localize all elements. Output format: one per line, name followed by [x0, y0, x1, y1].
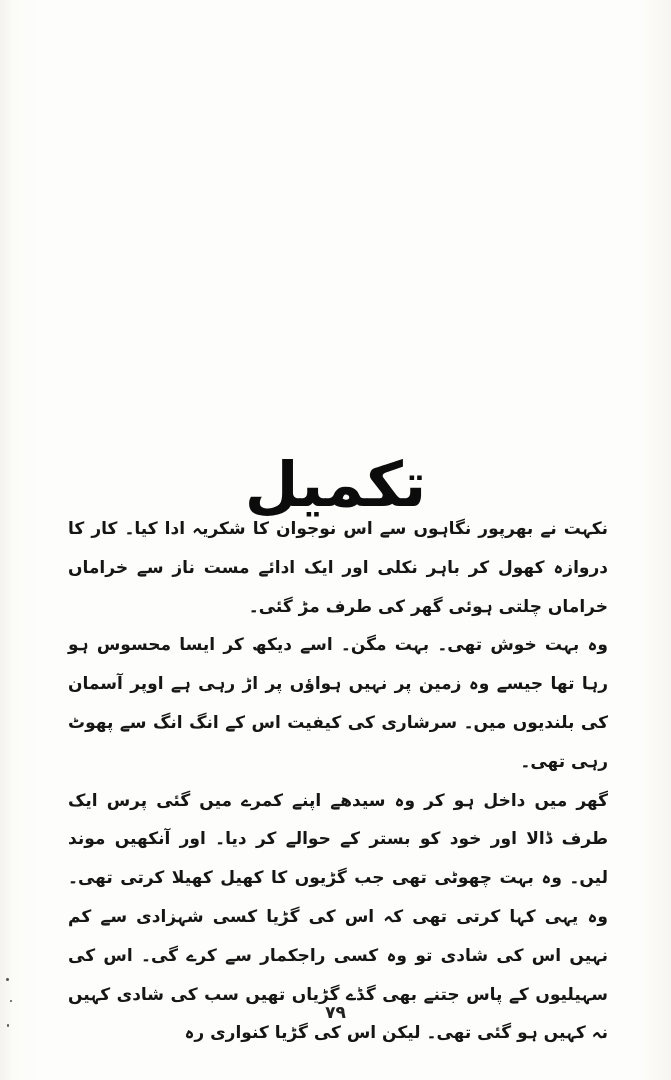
scan-speck [6, 978, 9, 981]
page-number: ۷۹ [325, 1003, 346, 1023]
paragraph-2: وہ بہت خوش تھی۔ بہت مگن۔ اسے دیکھ کر ایسا محسوس ہو رہا تھا جیسے وہ زمین پر نہیں ہواؤں پر اڑ رہی ہے اوپر آسمان کی بلندیوں میں۔ سرشاری کی کیفیت اس کے انگ انگ سے پھوٹ رہی تھی۔ [68, 635, 608, 772]
body-text [68, 510, 608, 1053]
paragraph-3: گھر میں داخل ہو کر وہ سیدھے اپنے کمرے میں گئی پرس ایک طرف ڈالا اور خود کو بستر کے حوالے کر دیا۔ اور آنکھیں موند لیں۔ وہ بہت چھوٹی تھی جب گڑیوں کا کھیل کھیلا کرتی تھی۔ وہ یہی کہا کرتی تھی کہ اس کی گڑیا کسی شہزادی سے کم نہیں اس کی شادی تو وہ کسی راجکمار سے کرے گی۔ اس کی سہیلیوں کے پاس جتنے بھی گڈے گڑیاں تھیں سب کی شادی کہیں نہ کہیں ہو گئی تھی۔ لیکن اس کی گڑیا کنواری رہ [68, 790, 608, 1044]
scan-speck [10, 1000, 12, 1002]
chapter-title: تکمیل [244, 447, 427, 521]
scan-speck [7, 1024, 9, 1027]
paragraph-1: نکہت نے بھرپور نگاہوں سے اس نوجوان کا شکریہ ادا کیا۔ کار کا دروازہ کھول کر باہر نکلی اور ایک ادائے مست ناز سے خراماں خراماں چلتی ہوئی گھر کی طرف مڑ گئی۔ [68, 519, 608, 617]
